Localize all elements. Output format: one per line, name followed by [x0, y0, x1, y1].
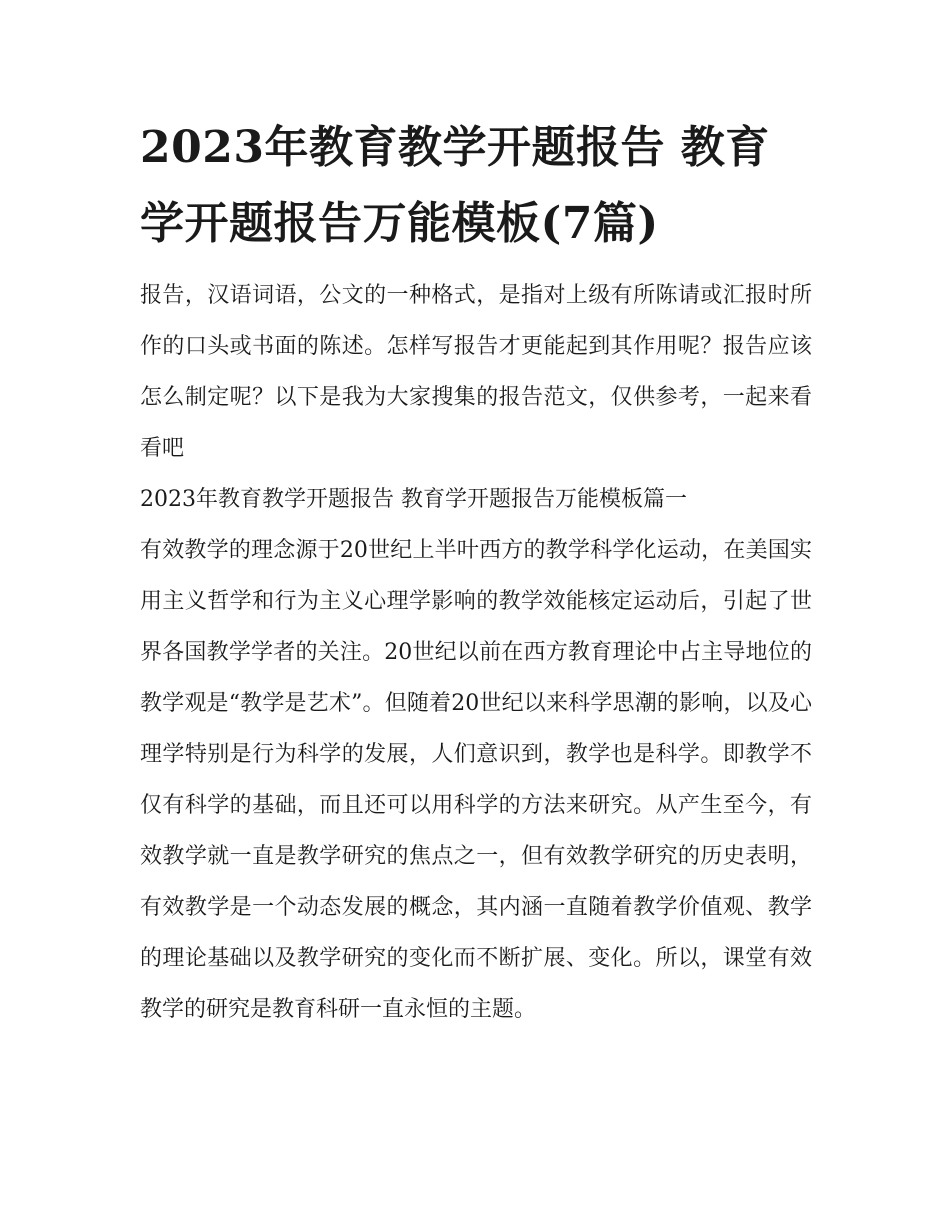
intro-paragraph: 报告，汉语词语，公文的一种格式，是指对上级有所陈请或汇报时所作的口头或书面的陈述。怎样写报告才更能起到其作用呢？报告应该怎么制定呢？以下是我为大家搜集的报告范文，仅供参考，一起来看看吧	[140, 283, 812, 461]
section-heading: 2023年教育教学开题报告 教育学开题报告万能模板篇一	[140, 487, 687, 512]
document-page	[140, 110, 812, 1035]
document-title: 2023年教育教学开题报告 教育学开题报告万能模板(7篇)	[140, 122, 770, 249]
body-paragraph: 有效教学的理念源于20世纪上半叶西方的教学科学化运动，在美国实用主义哲学和行为主义心理学影响的教学效能核定运动后，引起了世界各国教学学者的关注。20世纪以前在西方教育理论中占主导地位的教学观是“教学是艺术”。但随着20世纪以来科学思潮的影响，以及心理学特别是行为科学的发展，人们意识到，教学也是科学。即教学不仅有科学的基础，而且还可以用科学的方法来研究。从产生至今，有效教学就一直是教学研究的焦点之一，但有效教学研究的历史表明，有效教学是一个动态发展的概念，其内涵一直随着教学价值观、教学的理论基础以及教学研究的变化而不断扩展、变化。所以，课堂有效教学的研究是教育科研一直永恒的主题。	[140, 538, 812, 1022]
